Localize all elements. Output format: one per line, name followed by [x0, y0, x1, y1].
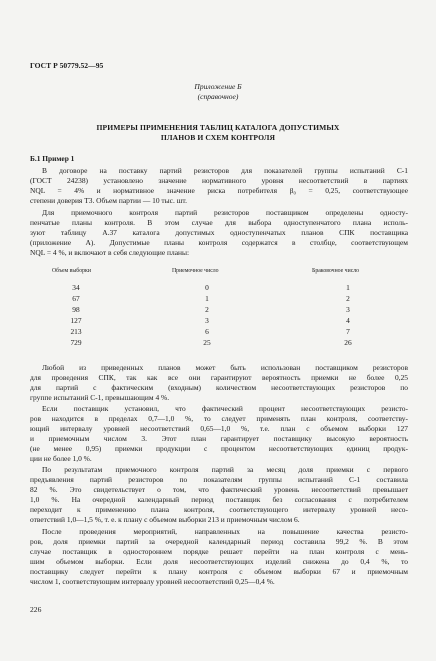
- text-line: NQL = 4% и нормативное значение риска потребителя β₀ = 0,25, соответствующее: [30, 186, 408, 196]
- document-header: ГОСТ Р 50779.52—95: [30, 61, 104, 70]
- paragraph-acceptance-control: [30, 208, 408, 258]
- text-line: По результатам приемочного контроля партий за месяц доля приемки с первого: [42, 465, 408, 474]
- text-line: (приложение А). Допустимые планы контроля содержатся в столбце, соответствующем: [30, 238, 408, 248]
- table-cell: 7: [346, 327, 350, 336]
- appendix-title: Приложение Б: [194, 82, 242, 91]
- text-line: ющий интервалу уровней несоответствий 0,65—1,0 %, т.е. план с объемом выборки 127: [30, 424, 408, 434]
- text-line: переходит к применению плана контроля, соответствующего интервалу уровней несо-: [30, 505, 408, 515]
- table-cell: 98: [72, 305, 80, 314]
- table-cell: 67: [72, 294, 80, 303]
- text-line: ров находится в пределах 0,7—1,0 %, то следует применять план контроля, соответству-: [30, 414, 408, 424]
- paragraph-plan-selection: [30, 363, 408, 403]
- text-line: 82 %. Это свидетельствует о том, что фактический уровень несоответствий превышает: [30, 485, 408, 495]
- text-line: В договоре на поставку партий резисторов для показателей группы испытаний С-1: [42, 166, 408, 175]
- text-line: (не менее 0,95) приемки продукции с процентом несоответствующих единиц продук-: [30, 444, 408, 454]
- text-line: для партий с фактическим (входным) количеством несоответствующих резисторов по: [30, 383, 408, 393]
- table-cell: 213: [70, 327, 82, 336]
- text-line: зуют таблицу А.37 каталога допустимых одноступенчатых планов СПК поставщика: [30, 228, 408, 238]
- table-cell: 127: [70, 316, 82, 325]
- text-line: После проведения мероприятий, направленных на повышение качества резисто-: [42, 527, 408, 536]
- table-cell: 1: [346, 283, 350, 292]
- text-line: степени доверия Т3. Объем партии — 10 тыс. шт.: [30, 196, 187, 206]
- appendix-note: (справочное): [197, 92, 239, 101]
- text-line: ров, доля приемки партий за очередной календарный период составила 99,2 %. В этом: [30, 537, 408, 547]
- text-line: случае поставщик в одностороннем порядке решает перейти на план контроля с мень-: [30, 547, 408, 557]
- table-cell: 4: [346, 316, 350, 325]
- text-line: Для приемочного контроля партий резисторов поставщиком определены односту-: [42, 208, 408, 217]
- example-subheading: Б.1 Пример 1: [30, 154, 75, 163]
- text-line: группе испытаний С-1, превышающим 4 %.: [30, 393, 170, 403]
- table-cell: 729: [70, 338, 82, 347]
- paragraph-monthly-results: [30, 465, 408, 526]
- text-line: Если поставщик установил, что фактический процент несоответствующих резисто-: [42, 404, 408, 413]
- text-line: шим объемом выборки. Если доля несоответствующих изделий снижена до 0,4 %, то: [30, 557, 408, 567]
- text-line: и приемочным числом 3. Этот план гарантирует поставщику высокую вероятность: [30, 434, 408, 444]
- table-cell: 34: [72, 283, 80, 292]
- text-line: Любой из приведенных планов может быть использован поставщиком резисторов: [42, 363, 408, 372]
- text-line: поставщику следует перейти к плану контроля с объемом выборки 67 и приемочным: [30, 567, 408, 577]
- section-title-line2: ПЛАНОВ И СХЕМ КОНТРОЛЯ: [160, 133, 276, 142]
- text-line: NQL = 4 %, и включают в себя следующие планы:: [30, 248, 190, 258]
- text-line: числом 1, соответствующим интервалу уровней несоответствий 0,25—0,4 %.: [30, 577, 275, 587]
- text-line: (ГОСТ 24238) установлено значение нормативного уровня несоответствий в партиях: [30, 176, 408, 186]
- table-cell: 2: [346, 294, 350, 303]
- text-line: ции не более 1,0 %.: [30, 454, 92, 464]
- table-cell: 3: [346, 305, 350, 314]
- column-header-acceptance-number: Приемочное число: [172, 268, 219, 274]
- text-line: предъявления партий резисторов по показателям группы испытаний С-1 составила: [30, 475, 408, 485]
- table-cell: 25: [203, 338, 211, 347]
- section-title-line1: ПРИМЕРЫ ПРИМЕНЕНИЯ ТАБЛИЦ КАТАЛОГА ДОПУСТИМЫХ: [96, 123, 340, 132]
- table-cell: 6: [205, 327, 209, 336]
- text-line: ответствий 1,0—1,5 %, т. е. к плану с объемом выборки 213 и приемочным числом 6.: [30, 515, 300, 525]
- page-number: 226: [30, 605, 42, 614]
- paragraph-contract: [30, 166, 408, 206]
- text-line: пенчатые планы контроля. В этом случае для выбора одноступенчатого плана исполь-: [30, 218, 408, 228]
- paragraph-quality-improvement: [30, 527, 408, 588]
- table-cell: 0: [205, 283, 209, 292]
- table-cell: 26: [344, 338, 352, 347]
- column-header-sample-size: Объем выборки: [52, 268, 91, 274]
- table-cell: 3: [205, 316, 209, 325]
- text-line: для проведения СПК, так как все они гарантируют вероятность приемки не более 0,25: [30, 373, 408, 383]
- paragraph-supplier-percentage: [30, 404, 408, 465]
- text-line: 1,0 %. На очередной календарный период поставщик без согласования с потребителем: [30, 495, 408, 505]
- table-cell: 2: [205, 305, 209, 314]
- column-header-rejection-number: Браковочное число: [312, 268, 360, 274]
- table-cell: 1: [205, 294, 209, 303]
